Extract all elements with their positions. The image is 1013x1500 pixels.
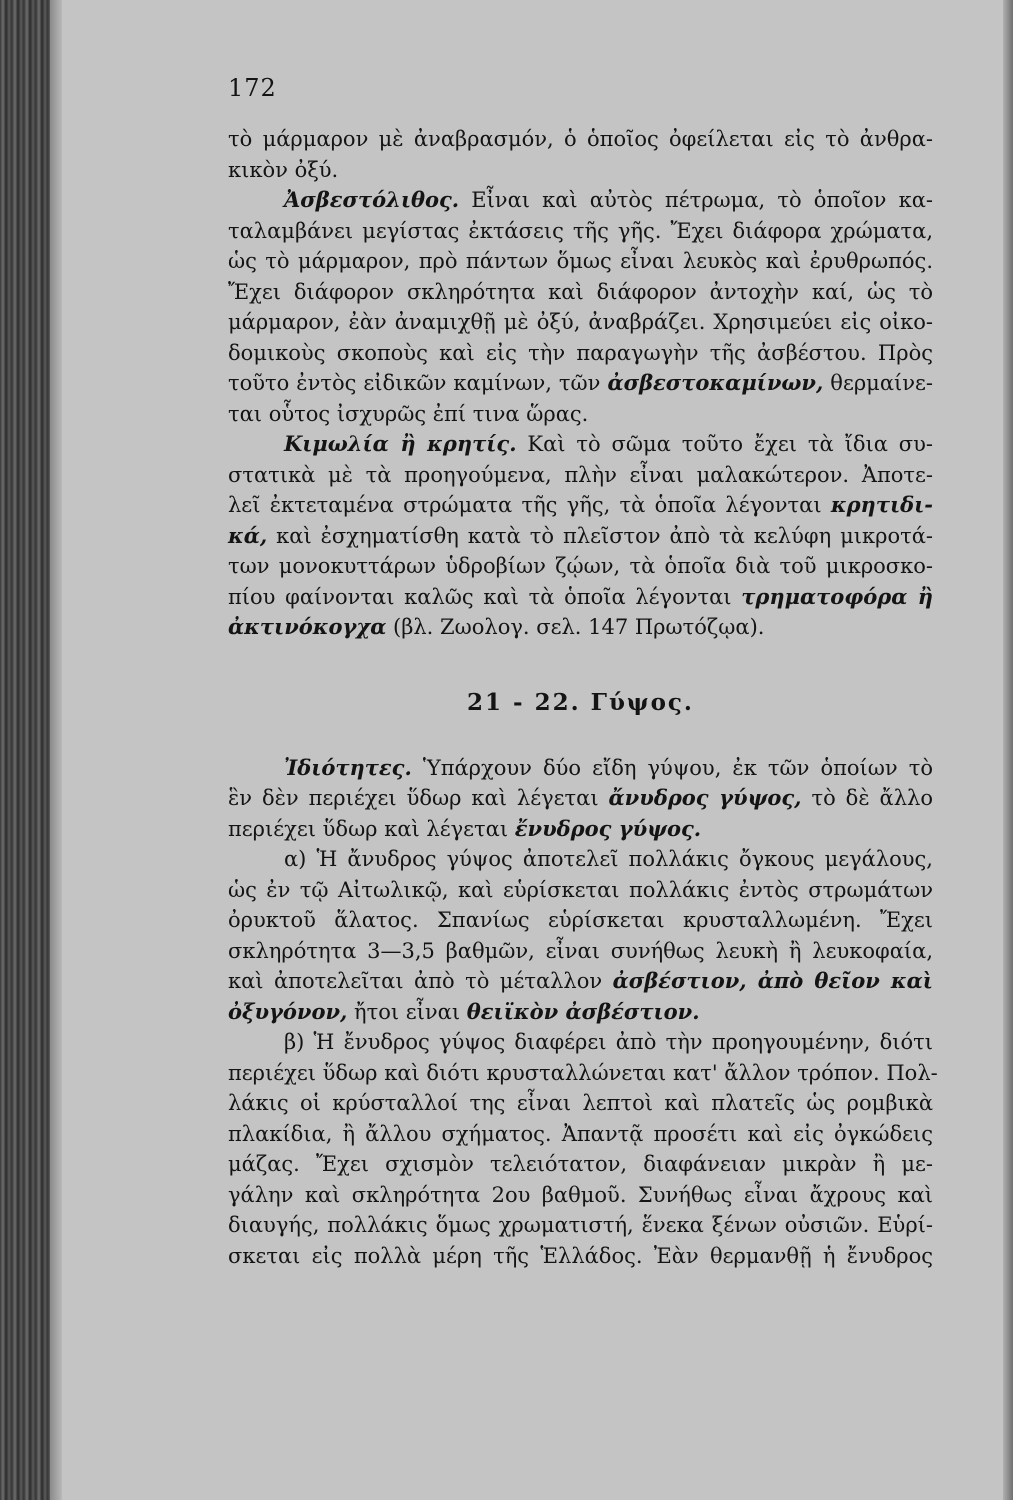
text-line: ἀκτινόκογχα (βλ. Ζωολογ. σελ. 147 Πρωτόζῳα). <box>228 614 765 639</box>
term: ἀσβεστοκαμίνων, <box>607 370 824 395</box>
text-line: πλακίδια, ἢ ἄλλου σχήματος. Ἀπαντᾷ προσέτι καὶ εἰς ὀγκώδεις <box>228 1121 933 1146</box>
term: Ἀσβεστόλιθος. <box>284 187 460 212</box>
term: κά, <box>228 522 268 548</box>
text-line: περιέχει ὕδωρ καὶ λέγεται ἔνυδρος γύψος. <box>228 815 702 841</box>
page-number: 172 <box>228 74 277 102</box>
text-line: Ἀσβεστόλιθος. Εἶναι καὶ αὐτὸς πέτρωμα, τὸ ὁποῖον κα- <box>284 187 933 212</box>
term: κρητιδι- <box>830 492 933 517</box>
text-line: σκληρότητα 3—3,5 βαθμῶν, εἶναι συνήθως λευκὴ ἢ λευκοφαία, <box>228 938 933 963</box>
text-line: σκεται εἰς πολλὰ μέρη τῆς Ἑλλάδος. Ἐὰν θερμανθῇ ἡ ἔνυδρος <box>228 1243 933 1268</box>
text-line: γάλην καὶ σκληρότητα 2ου βαθμοῦ. Συνήθως εἶναι ἄχρους καὶ <box>228 1182 933 1207</box>
text-line: διαυγής, πολλάκις ὅμως χρωματιστή, ἕνεκα ξένων οὐσιῶν. Εὑρί- <box>228 1213 933 1237</box>
text-line: Κιμωλία ἢ κρητίς. Καὶ τὸ σῶμα τοῦτο ἔχει τὰ ἴδια συ- <box>284 431 933 456</box>
text-line: Ἔχει διάφορον σκληρότητα καὶ διάφορον ἀντοχὴν καί, ὡς τὸ <box>228 279 933 304</box>
text-line: β) Ἡ ἔνυδρος γύψος διαφέρει ἀπὸ τὴν προηγουμένην, διότι <box>284 1030 933 1054</box>
text-line: καὶ ἀποτελεῖται ἀπὸ τὸ μέταλλον ἀσβέστιον, ἀπὸ θεῖον καὶ <box>228 968 933 993</box>
term: Ἰδιότητες. <box>284 754 412 780</box>
text-line: ται οὗτος ἰσχυρῶς ἐπί τινα ὥρας. <box>228 401 589 426</box>
text-line: ὡς ἐν τῷ Αἰτωλικῷ, καὶ εὑρίσκεται πολλάκις ἐντὸς στρωμάτων <box>228 877 933 902</box>
text-line: κά, καὶ ἐσχηματίσθη κατὰ τὸ πλεῖστον ἀπὸ τὰ κελύφη μικροτά- <box>228 522 933 548</box>
book-binding <box>0 0 50 1500</box>
text-line: ἓν δὲν περιέχει ὕδωρ καὶ λέγεται ἄνυδρος γύψος, τὸ δὲ ἄλλο <box>228 785 933 810</box>
term: ἄνυδρος γύψος, <box>608 785 802 810</box>
binding-shadow <box>50 0 62 1500</box>
text-line: ὀρυκτοῦ ἅλατος. Σπανίως εὑρίσκεται κρυσταλλωμένη. Ἔχει <box>228 908 933 932</box>
text-line: ὡς τὸ μάρμαρον, πρὸ πάντων ὅμως εἶναι λευκὸς καὶ ἐρυθρωπός. <box>228 249 933 273</box>
text-line: μάζας. Ἔχει σχισμὸν τελειότατον, διαφάνειαν μικρὰν ἢ με- <box>228 1152 933 1176</box>
term: τρηματοφόρα ἢ <box>741 583 933 609</box>
text-line: δομικοὺς σκοποὺς καὶ εἰς τὴν παραγωγὴν τῆς ἀσβέστου. Πρὸς <box>228 340 933 365</box>
text-line: τὸ μάρμαρον μὲ ἀναβρασμόν, ὁ ὁποῖος ὀφείλεται εἰς τὸ ἀνθρα- <box>228 127 933 151</box>
text-line: τοῦτο ἐντὸς εἰδικῶν καμίνων, τῶν ἀσβεστοκαμίνων, θερμαίνε- <box>228 370 933 395</box>
section-heading: 21 - 22. Γύψος. <box>467 688 694 716</box>
page-edge <box>1003 0 1013 1500</box>
text-line: λεῖ ἐκτεταμένα στρώματα τῆς γῆς, τὰ ὁποῖα λέγονται κρητιδι- <box>228 492 933 517</box>
text-line: κικὸν ὀξύ. <box>228 157 339 182</box>
term: ἔνυδρος γύψος. <box>514 815 702 841</box>
term: ἀκτινόκογχα <box>228 614 387 639</box>
text-line: ταλαμβάνει μεγίστας ἐκτάσεις τῆς γῆς. Ἔχει διάφορα χρώματα, <box>228 218 933 243</box>
term: Κιμωλία ἢ κρητίς. <box>284 431 517 456</box>
text-line: περιέχει ὕδωρ καὶ διότι κρυσταλλώνεται κατ' ἄλλον τρόπον. Πολ- <box>228 1060 938 1085</box>
text-line: πίου φαίνονται καλῶς καὶ τὰ ὁποῖα λέγονται τρηματοφόρα ἢ <box>228 583 933 609</box>
term: ἀσβέστιον, ἀπὸ θεῖον καὶ <box>612 968 933 993</box>
text-line: λάκις οἱ κρύσταλλοί της εἶναι λεπτοὶ καὶ πλατεῖς ὡς ρομβικὰ <box>228 1091 933 1115</box>
term: ὀξυγόνον, <box>228 998 348 1024</box>
text-line: Ἰδιότητες. Ὑπάρχουν δύο εἴδη γύψου, ἐκ τῶν ὁποίων τὸ <box>284 754 933 780</box>
text-line: ὀξυγόνον, ἤτοι εἶναι θειϊκὸν ἀσβέστιον. <box>228 998 700 1024</box>
text-line: μάρμαρον, ἐὰν ἀναμιχθῇ μὲ ὀξύ, ἀναβράζει. Χρησιμεύει εἰς οἰκο- <box>228 310 933 334</box>
term: θειϊκὸν ἀσβέστιον. <box>466 998 700 1024</box>
text-line: α) Ἡ ἄνυδρος γύψος ἀποτελεῖ πολλάκις ὄγκους μεγάλους, <box>284 847 933 871</box>
text-line: στατικὰ μὲ τὰ προηγούμενα, πλὴν εἶναι μαλακώτερον. Ἀποτε- <box>228 462 933 487</box>
page-text <box>228 124 938 1271</box>
text-line: των μονοκυττάρων ὑδροβίων ζῴων, τὰ ὁποῖα διὰ τοῦ μικροσκο- <box>228 554 933 578</box>
